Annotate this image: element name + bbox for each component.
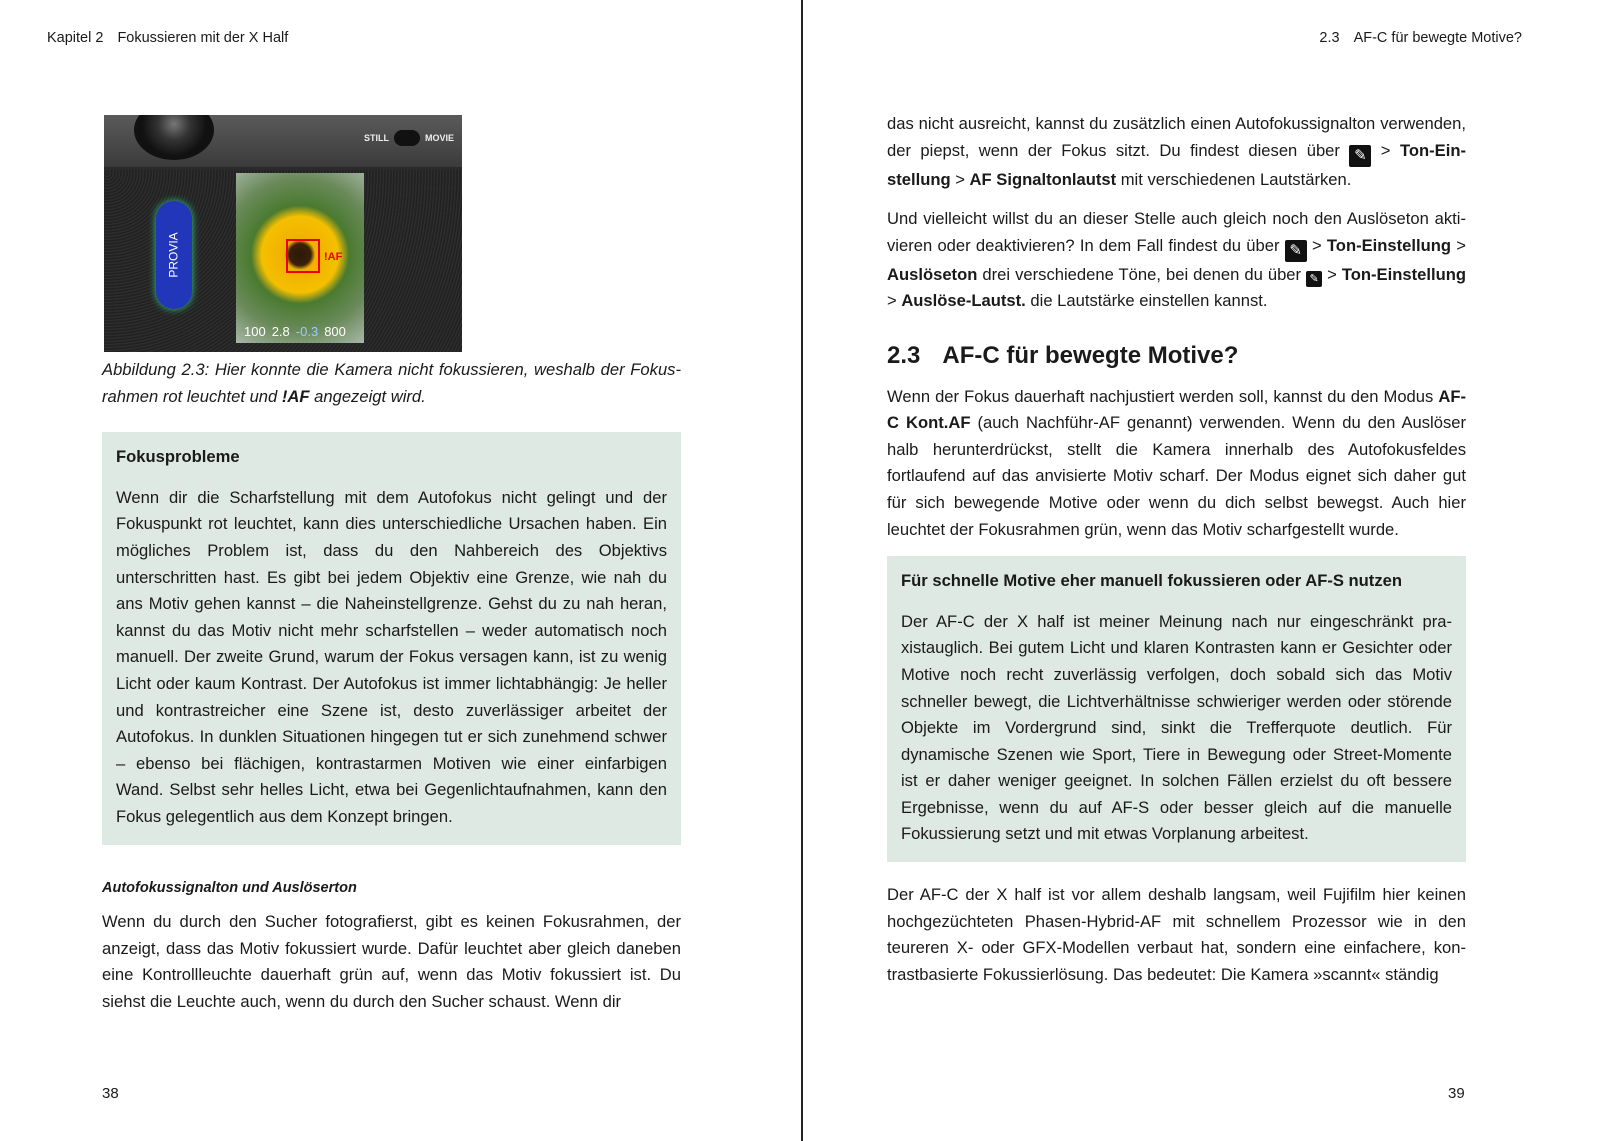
camera-figure — [104, 115, 462, 352]
iso: 800 — [324, 324, 346, 339]
bold-term: AF-C Kont.AF — [887, 386, 1466, 433]
body-paragraph — [887, 111, 1466, 193]
text-run: angezeigt wird. — [309, 386, 426, 406]
bold-term: Auslöse-Lautst. — [901, 291, 1026, 311]
camera-lcd-sunflower — [236, 173, 364, 343]
movie-label: MOVIE — [424, 133, 454, 143]
figure-caption — [102, 357, 681, 410]
text-run: die Lautstärke einstellen kannst. — [1025, 291, 1268, 311]
running-head-right — [1319, 30, 1522, 46]
text-run: Wenn der Fokus dauerhaft nachjustiert werden soll, kannst du den Modus — [887, 386, 1439, 406]
bold-term: Ton-Einstellung — [1341, 264, 1466, 284]
af-warning: !AF — [324, 251, 343, 263]
section-title: AF-C für bewegte Motive? — [1353, 30, 1522, 46]
wrench-icon: ✎ — [1285, 240, 1307, 262]
film-sim-label: PROVIA — [167, 232, 182, 278]
bold-term: !AF — [281, 386, 310, 406]
box-title: Für schnelle Motive eher manuell fokussieren oder AF-S nutzen — [901, 571, 1402, 591]
body-paragraph — [887, 384, 1466, 544]
focus-frame — [286, 239, 320, 273]
wrench-icon: ✎ — [1349, 145, 1371, 167]
text-run: > — [1306, 235, 1327, 255]
section-heading — [887, 343, 1466, 370]
bold-term: Ton-Einstellung — [887, 140, 1466, 189]
text-run: (auch Nachführ-AF genannt) verwenden. Wenn du den Auslöser halb herunterdrückst, stellt die Kamera innerhalb des Autofokusfeldes fortlaufend auf das anvisierte Motiv scharf. Der Modus eignet sich daher gut für sich bewegende Motive oder wenn du dich selbst bewegst. Auch hier leuchtet der Fokusrahmen grün, wenn das Motiv scharfgestellt wurde. — [887, 413, 1466, 539]
exposure-comp: -0.3 — [295, 324, 319, 339]
text-run: > — [950, 169, 970, 189]
heading-title: AF-C für bewegte Motive? — [942, 341, 1239, 369]
still-movie-switch — [364, 130, 454, 146]
box-text: Der AF-C der X half ist meiner Meinung nach nur eingeschränkt praxistauglich. Bei gutem Licht und klaren Kontrasten kann er Gesichter oder Motive noch recht zuverlässig verfolgen, doch sobald sich das Motiv schneller bewegt, die Lichtverhältnisse schwieriger werden oder störende Objekte im Vordergrund sind, sinkt die Trefferquote deutlich. Für dynamische Szenen wie Sport, Tiere in Bewegung oder Street-Momente ist er daher weniger geeignet. In solchen Fällen erzielst du oft bessere Ergebnisse, wenn du auf AF-S oder besser gleich auf die manuelle Fokussierung setzt und mit etwas Vorplanung arbeitest. — [901, 611, 1452, 844]
text-run: Abbildung 2.3: Hier konnte die Kamera nicht fokussieren, weshalb der Fokusrahmen rot leuchtet und — [102, 360, 681, 406]
body-paragraph: Der AF-C der X half ist vor allem deshalb langsam, weil Fujifilm hier keinen hochgezüchteten Phasen-Hybrid-AF mit schnellem Prozessor wie in den teureren X- oder GFX-Modellen verbaut hat, sondern eine einfachere, kontrastbasierte Fokussierlösung. Das bedeutet: Die Kamera »scannt« ständig — [887, 885, 1466, 984]
exposure-readout — [244, 324, 346, 339]
subheading: Autofokussignalton und Auslöserton — [102, 879, 357, 896]
box-text: Wenn dir die Scharfstellung mit dem Autofokus nicht gelingt und der Fokuspunkt rot leuchtet, kann dies unterschiedliche Ursachen haben. Ein mögliches Problem ist, dass du den Nahbereich des Objektivs unterschritten hast. Es gibt bei jedem Objektiv eine Grenze, wie nah du ans Motiv gehen kannst – die Naheinstellgrenze. Gehst du zu nah heran, kannst du das Motiv nicht mehr scharfstellen – weder automatisch noch manuell. Der zweite Grund, warum der Fokus versagen kann, ist zu wenig Licht oder kaum Kontrast. Der Autofokus ist immer lichtabhängig: Je heller und kontrastreicher eine Szene ist, desto zuverlässiger arbeitet der Autofokus. In dunklen Situationen hingegen tut er sich zunehmend schwer – ebenso bei flächigen, kontrastarmen Motiven wie einer einfarbigen Wand. Selbst sehr helles Licht, etwa bei Gegenlichtaufnahmen, kann den Fokus gelegentlich aus dem Konzept bringen. — [116, 487, 667, 826]
body-paragraph: Wenn du durch den Sucher fotografierst, gibt es keinen Fokusrahmen, der anzeigt, dass das Motiv fokussiert wurde. Dafür leuchtet aber gleich daneben eine Kontrollleuchte dauerhaft grün auf, wenn das Motiv fokussiert ist. Du siehst die Leuchte auch, wenn du durch den Sucher schaust. Wenn dir — [102, 912, 681, 1011]
body-paragraph — [887, 206, 1466, 315]
page-gutter — [801, 0, 803, 1141]
shutter-speed: 100 — [244, 324, 266, 339]
film-simulation-window — [156, 201, 192, 309]
page-number-left: 38 — [102, 1085, 119, 1102]
text-run: das nicht ausreicht, kannst du zusätzlich einen Autofokussignalton verwenden, der piepst, wenn der Fokus sitzt. Du findest diesen über — [887, 114, 1466, 160]
text-run: > — [1371, 140, 1400, 160]
box-title: Fokusprobleme — [116, 447, 240, 467]
text-run: Und vielleicht willst du an dieser Stelle auch gleich noch den Auslöseton aktivieren oder deaktivieren? In dem Fall findest du über — [887, 209, 1466, 255]
bold-term: Auslöseton — [887, 264, 978, 284]
switch-knob — [394, 130, 420, 146]
left-column — [102, 357, 681, 1028]
page-number-right: 39 — [1448, 1085, 1465, 1102]
text-run: mit verschiedenen Lautstärken. — [1116, 169, 1352, 189]
info-box-fast-subjects — [887, 556, 1466, 862]
section-number: 2.3 — [1319, 30, 1340, 46]
running-head-left — [47, 30, 288, 46]
aperture: 2.8 — [271, 324, 290, 339]
bold-term: AF Signaltonlautst — [969, 169, 1117, 189]
text-run: > — [1451, 235, 1466, 255]
bold-term: Ton-Einstellung — [1326, 235, 1452, 255]
chapter-number: Kapitel 2 — [47, 30, 104, 46]
text-run: > — [1322, 264, 1342, 284]
still-label: STILL — [363, 133, 389, 143]
wrench-icon: ✎ — [1306, 271, 1322, 287]
text-run: > — [887, 291, 902, 311]
chapter-title: Fokussieren mit der X Half — [117, 30, 289, 46]
text-run: drei verschiedene Töne, bei denen du über — [977, 264, 1307, 284]
info-box-focus-problems — [102, 432, 681, 844]
heading-number: 2.3 — [887, 341, 921, 369]
right-column — [887, 111, 1466, 1001]
